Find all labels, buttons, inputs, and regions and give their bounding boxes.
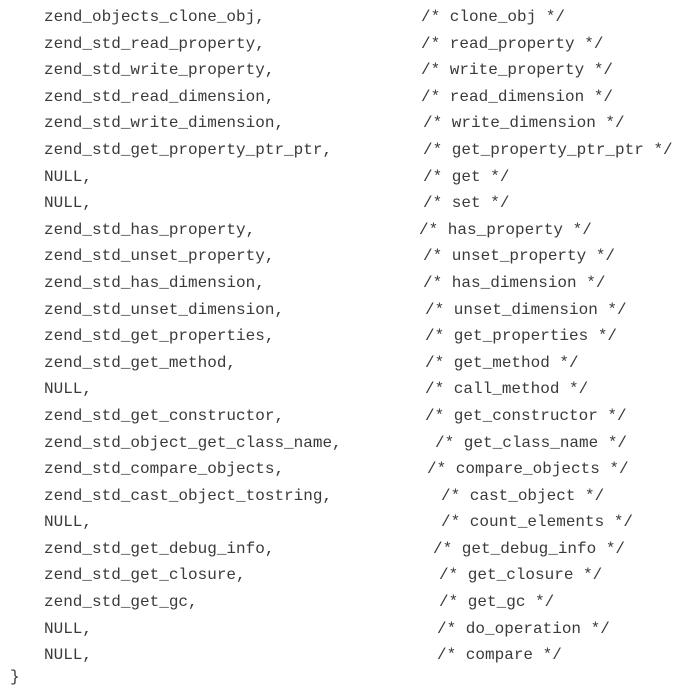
handler-comment: /* read_dimension */ (421, 87, 614, 106)
handler-comment: /* call_method */ (425, 380, 589, 399)
handler-comment: /* unset_property */ (423, 247, 616, 266)
handler-value: zend_std_unset_property, (44, 247, 275, 266)
handler-value: zend_std_cast_object_tostring, (44, 486, 333, 505)
code-line (0, 562, 696, 589)
code-line (0, 642, 696, 669)
code-line (0, 297, 696, 324)
handler-value: NULL, (44, 380, 93, 399)
code-line (0, 31, 696, 58)
handler-value: zend_std_has_property, (44, 220, 256, 239)
code-line (0, 137, 696, 164)
handler-comment: /* get_closure */ (439, 566, 603, 585)
handler-comment: /* clone_obj */ (421, 8, 566, 26)
handler-comment: /* get_constructor */ (425, 406, 627, 425)
handler-comment: /* do_operation */ (437, 619, 610, 638)
handler-comment: /* unset_dimension */ (425, 300, 627, 319)
handler-value: zend_std_get_closure, (44, 566, 246, 585)
code-line (0, 616, 696, 643)
handler-value: zend_std_get_debug_info, (44, 539, 275, 558)
handler-value: zend_std_read_dimension, (44, 87, 275, 106)
closing-brace: } (10, 668, 20, 686)
handler-comment: /* has_dimension */ (423, 273, 606, 292)
handler-comment: /* get */ (423, 167, 510, 186)
handler-value: zend_std_get_property_ptr_ptr, (44, 140, 333, 159)
handler-value: NULL, (44, 619, 93, 638)
code-line (0, 164, 696, 191)
handler-comment: /* compare_objects */ (427, 460, 629, 479)
code-line (0, 456, 696, 483)
code-line (0, 430, 696, 457)
handler-comment: /* get_debug_info */ (433, 539, 626, 558)
handler-comment: /* set */ (423, 194, 510, 213)
handler-value: NULL, (44, 513, 93, 532)
code-line (0, 217, 696, 244)
handler-comment: /* get_method */ (425, 353, 579, 372)
code-line (0, 589, 696, 616)
handler-value: zend_std_get_gc, (44, 593, 198, 612)
code-line (0, 110, 696, 137)
code-block (0, 4, 696, 669)
handler-value: zend_std_get_properties, (44, 327, 275, 346)
handler-value: zend_std_compare_objects, (44, 460, 285, 479)
code-line (0, 323, 696, 350)
handler-value: zend_std_get_method, (44, 353, 237, 372)
code-line (0, 483, 696, 510)
code-line (0, 57, 696, 84)
code-line (0, 403, 696, 430)
code-line (0, 376, 696, 403)
handler-value: zend_std_unset_dimension, (44, 300, 285, 319)
handler-comment: /* write_dimension */ (423, 114, 625, 133)
handler-value: zend_std_write_dimension, (44, 114, 285, 133)
handler-value: zend_std_read_property, (44, 34, 265, 53)
code-line (0, 4, 696, 31)
handler-value: zend_std_get_constructor, (44, 406, 285, 425)
handler-value: zend_std_write_property, (44, 61, 275, 80)
handler-comment: /* read_property */ (421, 34, 604, 53)
handler-value: NULL, (44, 167, 93, 186)
handler-comment: /* get_property_ptr_ptr */ (423, 140, 673, 159)
code-line (0, 536, 696, 563)
code-line (0, 243, 696, 270)
code-line (0, 270, 696, 297)
handler-comment: /* cast_object */ (441, 486, 605, 505)
handler-value: NULL, (44, 194, 93, 213)
code-line (0, 350, 696, 377)
code-line (0, 509, 696, 536)
handler-comment: /* count_elements */ (441, 513, 634, 532)
handler-comment: /* write_property */ (421, 61, 614, 80)
handler-comment: /* has_property */ (419, 220, 592, 239)
handler-value: NULL, (44, 646, 93, 665)
handler-value: zend_std_has_dimension, (44, 273, 265, 292)
handler-comment: /* get_class_name */ (435, 433, 628, 452)
handler-value: zend_objects_clone_obj, (44, 8, 265, 26)
handler-value: zend_std_object_get_class_name, (44, 433, 342, 452)
handler-comment: /* get_gc */ (439, 593, 555, 612)
code-line (0, 84, 696, 111)
code-line (0, 190, 696, 217)
handler-comment: /* compare */ (437, 646, 562, 665)
handler-comment: /* get_properties */ (425, 327, 618, 346)
